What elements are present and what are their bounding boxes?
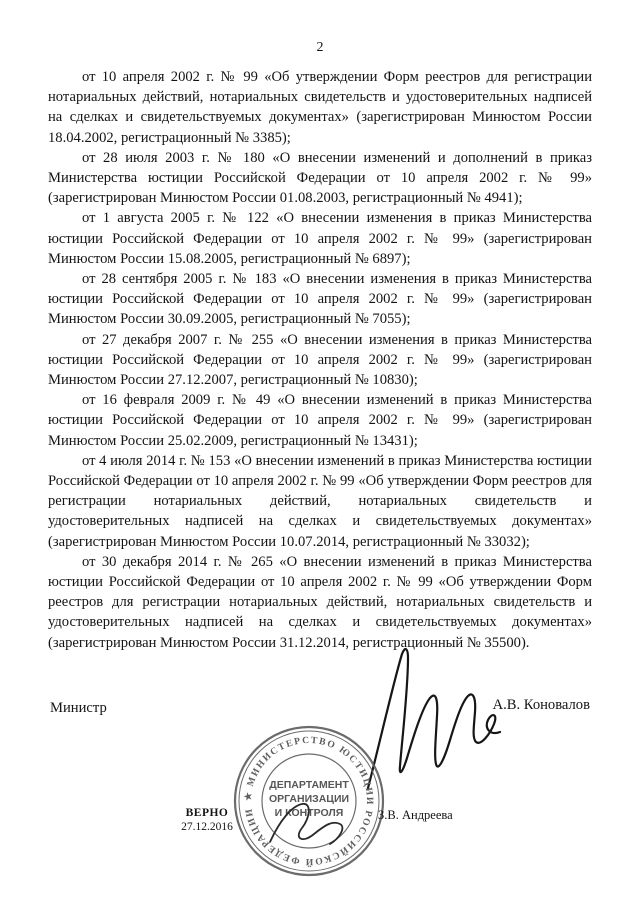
body-paragraph: от 10 апреля 2002 г. № 99 «Об утверждении Форм реестров для регистрации нотариальных действий, нотариальных свидетельств и удостоверительных надписей на сделках и свидетельствуемых документах» (зарегистрирован Минюстом России 18.04.2002, регистрационный № 3385); [48, 69, 592, 146]
stamp-center-line3: И КОНТРОЛЯ [274, 807, 344, 819]
verno-label: ВЕРНО [185, 807, 229, 819]
secretary-name: З.В. Андреева [378, 808, 453, 822]
stamp-center-line1: ДЕПАРТАМЕНТ [269, 779, 349, 791]
body-paragraph: от 27 декабря 2007 г. № 255 «О внесении изменения в приказ Министерства юстиции Российской Федерации от 10 апреля 2002 г. № 99» (зарегистрирован Минюстом России 27.12.2007, регистрационный № 10830); [48, 331, 592, 389]
stamp-ring-text: ★ МИНИСТЕРСТВО ЮСТИЦИИ РОССИЙСКОЙ ФЕДЕРАЦИИ [242, 734, 376, 868]
verno-date: 27.12.2016 [181, 821, 233, 833]
signature-scrawl-icon [262, 790, 352, 860]
secretary-signature [262, 790, 352, 860]
certification-block [172, 806, 242, 834]
page-number: 2 [316, 40, 324, 55]
minister-title: Министр [50, 700, 107, 716]
document-body [48, 67, 592, 653]
body-paragraph: от 16 февраля 2009 г. № 49 «О внесении изменений в приказ Министерства юстиции Российской Федерации от 10 апреля 2002 г. № 99» (зарегистрирован Минюстом России 25.02.2009, регистрационный № 13431); [48, 392, 592, 449]
minister-name: А.В. Коновалов [492, 697, 590, 713]
stamp-center-line2: ОРГАНИЗАЦИИ [268, 793, 350, 805]
body-paragraph: от 30 декабря 2014 г. № 265 «О внесении изменений в приказ Министерства юстиции Российской Федерации от 10 апреля 2002 г. № 99 «Об утверждении Форм реестров для регистрации нотариальных действий, нотариальных свидетельств и удостоверительных надписей на сделках и свидетельствуемых документах» (зарегистрирован Минюстом России 31.12.2014, регистрационный № 35500). [48, 553, 592, 651]
body-paragraph: от 28 сентября 2005 г. № 183 «О внесении изменения в приказ Министерства юстиции Российской Федерации от 10 апреля 2002 г. № 99» (зарегистрирован Минюстом России 30.09.2005, регистрационный № 7055); [48, 271, 592, 328]
body-paragraph: от 1 августа 2005 г. № 122 «О внесении изменения в приказ Министерства юстиции Российской Федерации от 10 апреля 2002 г. № 99» (зарегистрирован Минюстом России 15.08.2005, регистрационный № 6897); [48, 210, 592, 267]
body-paragraph: от 4 июля 2014 г. № 153 «О внесении изменений в приказ Министерства юстиции Российской Федерации от 10 апреля 2002 г. № 99 «Об утверждении Форм реестров для регистрации нотариальных действий, нотариальных свидетельств и удостоверительных надписей на сделках и свидетельствуемых документах» (зарегистрирован Минюстом России 10.07.2014, регистрационный № 33032); [48, 452, 592, 550]
body-paragraph: от 28 июля 2003 г. № 180 «О внесении изменений и дополнений в приказ Министерства юстиции Российской Федерации от 10 апреля 2002 г. № 99» (зарегистрирован Минюстом России 01.08.2003, регистрационный № 4941); [48, 149, 592, 207]
